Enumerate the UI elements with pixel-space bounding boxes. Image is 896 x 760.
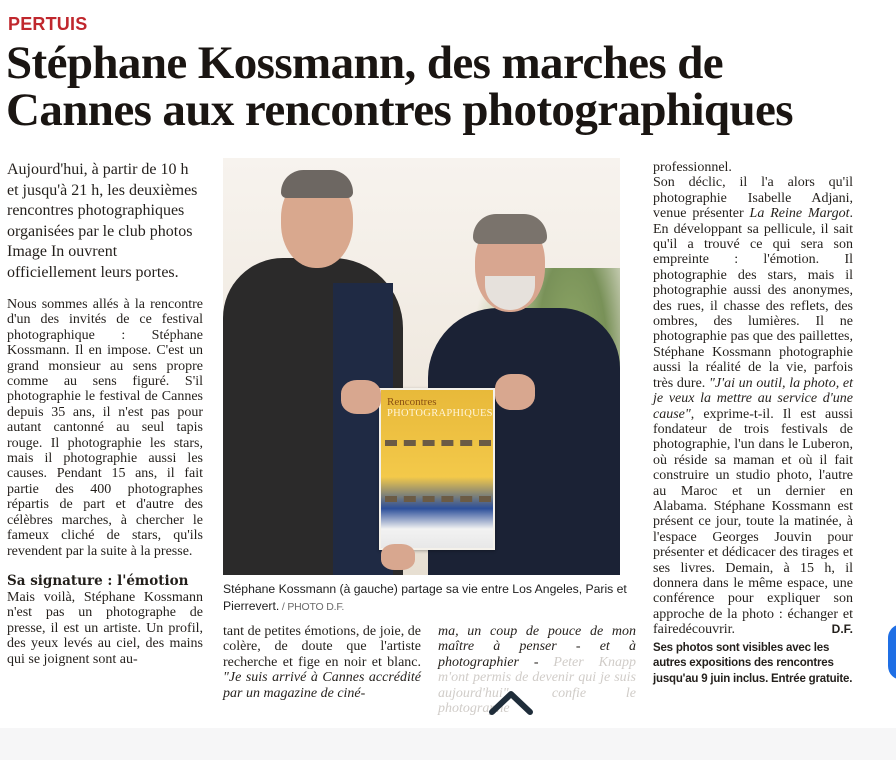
photo-caption bbox=[223, 581, 643, 616]
article-lead: Aujourd'hui, à partir de 10 h et jusqu'à 21 h, les deuxièmes rencontres photographiques organisées par le club photos Image In ouvrent officiellement leurs portes. bbox=[7, 161, 198, 281]
event-poster bbox=[379, 388, 495, 550]
film-strip-graphic bbox=[385, 440, 491, 502]
info-box: Ses photos sont visibles avec les autres expositions des rencontres jusqu'au 9 juin inclus. Entrée gratuite. bbox=[653, 641, 853, 685]
person-right-hair bbox=[473, 214, 547, 244]
poster-subtitle: PHOTOGRAPHIQUES bbox=[387, 408, 493, 419]
author-signature: D.F. bbox=[831, 622, 853, 637]
article-section-label: PERTUIS bbox=[8, 14, 88, 34]
article-paragraph: tant de petites émotions, de joie, de colère, de doute que l'artiste recherche et fige en noir et blanc. bbox=[223, 624, 421, 670]
hand bbox=[341, 380, 381, 414]
article-paragraph: professionnel. bbox=[653, 160, 732, 175]
photo-credit: / PHOTO D.F. bbox=[279, 601, 345, 613]
scroll-up-button[interactable] bbox=[487, 688, 535, 716]
hand bbox=[381, 544, 415, 570]
article-paragraph: Nous sommes allés à la rencontre d'un des invités de ce festival photographique : Stéphane Kossmann. Il en impose. C'est un grand monsieur au sens propre comme au sens figuré. S'il photographie le festival de Cannes depuis 35 ans, il n'est pas pour autant cantonné au seul tapis rouge. Il photographie les stars, mais il photographie aussi les causes. Pendant 15 ans, il fait partie des 400 photographes répartis de part et d'autre des célèbres marches, à chercher le fameux cliché de stars, qu'ils revendent par la suite à la presse. bbox=[7, 297, 203, 559]
side-floating-button[interactable] bbox=[888, 624, 896, 680]
article-quote: "J'ai un outil, la photo, et je veux la mettre au service d'une cause" bbox=[653, 375, 853, 422]
article-paragraph: , exprime-t-il. Il est aussi fondateur de trois festivals de photographie, l'un dans le Luberon, où réside sa maman et où il fait construire un studio photo, l'autre au Maroc et un dernier en Alabama. Stéphane Kossmann est présent ce jour, toute la matinée, à l'espace Georges Jouvin pour présenter et dédicacer des tirages et ses livres. Demain, à 15 h, il donnera dans le même espace, une conférence pour expliquer son approche de la photo : échanger et fairedécouvrir. bbox=[653, 406, 853, 638]
hand bbox=[495, 374, 535, 410]
article-column-4 bbox=[653, 160, 853, 687]
article-subheading: Sa signature : l'émotion bbox=[7, 572, 189, 589]
bottom-bar bbox=[0, 728, 896, 760]
article-photo bbox=[223, 158, 620, 575]
article-column-1 bbox=[7, 160, 203, 667]
article-paragraph: Mais voilà, Stéphane Kossmann n'est pas un photographe de presse, il est un artiste. Un profil, des yeux levés au ciel, des mains qui se joignent sont au- bbox=[7, 589, 203, 667]
article-paragraph: Son déclic, il l'a alors qu'il photographie Isabelle Adjani, venue présenter bbox=[653, 175, 853, 222]
article-quote: "Je suis arrivé à Cannes accrédité par un magazine de ciné- bbox=[223, 670, 421, 701]
article-column-2 bbox=[223, 624, 421, 701]
article-paragraph: . En développant sa pellicule, il sait qu'il a trouvé ce qui sera son empreinte : l'émotion. Il photographie des stars, mais il photographie aussi des anonymes, des rues, il chasse des reflets, des ombres, des lumières. Il ne photographie pas que des paillettes, Stéphane Kossmann photographie aussi la réalité de la vie, parfois très dure. bbox=[653, 206, 853, 391]
article-column-3 bbox=[438, 624, 636, 716]
article-quote: ma, un coup de pouce de mon maître à penser - et à photographier - bbox=[438, 624, 636, 670]
article-headline: Stéphane Kossmann, des marches de Cannes aux rencontres photographiques bbox=[6, 37, 793, 136]
poster-title: Rencontres bbox=[387, 396, 437, 408]
chevron-up-icon bbox=[487, 688, 535, 716]
person-left-hair bbox=[281, 170, 353, 198]
caption-text: Stéphane Kossmann (à gauche) partage sa vie entre Los Angeles, Paris et Pierrevert. bbox=[223, 582, 627, 613]
article-quote-faded: Peter Knapp m'ont permis de devenir qui je suis aujourd'hui", confie le photographe bbox=[438, 654, 636, 717]
film-title: La Reine Margot bbox=[749, 206, 850, 222]
